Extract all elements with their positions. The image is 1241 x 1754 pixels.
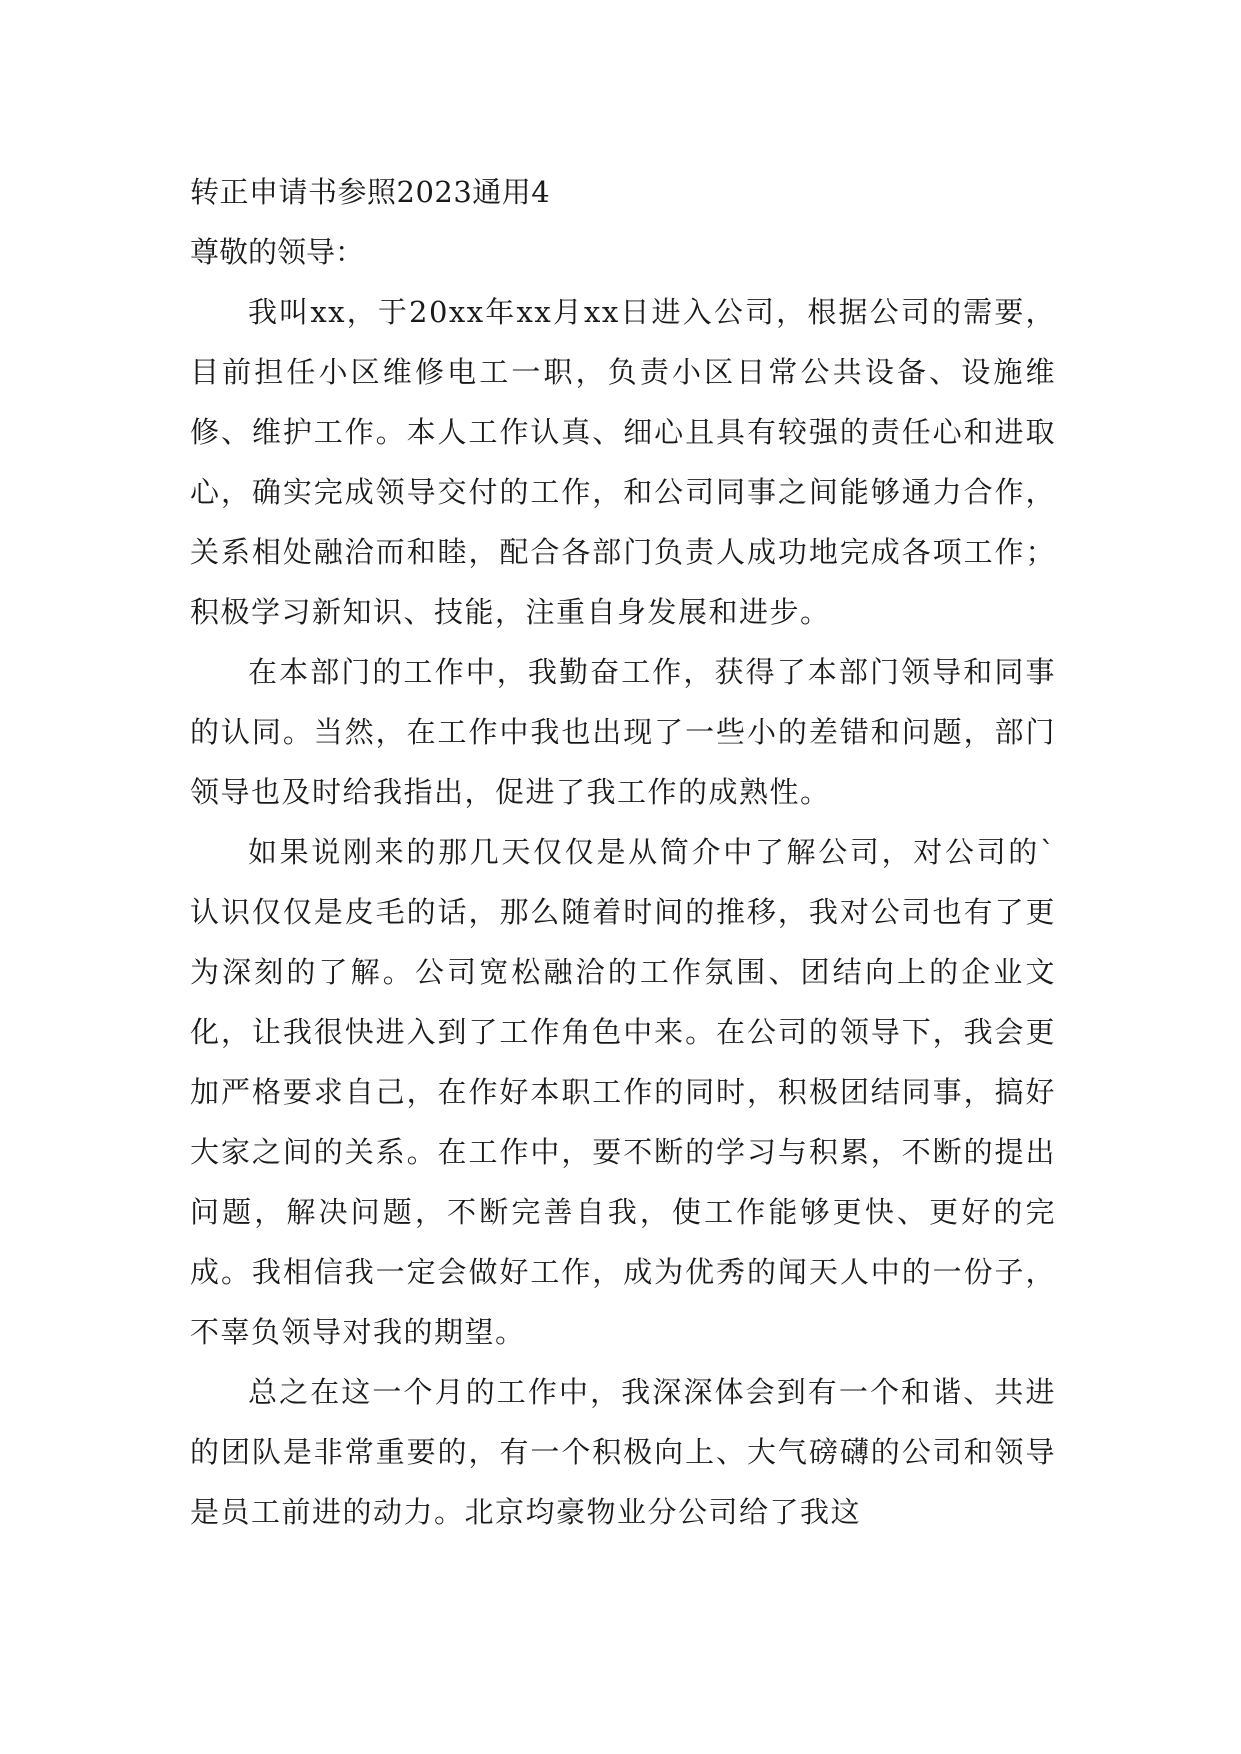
salutation: 尊敬的领导： xyxy=(190,235,365,269)
document-title: 转正申请书参照2023通用4 xyxy=(190,175,551,209)
document-page xyxy=(190,162,1056,1542)
paragraph-3: 如果说刚来的那几天仅仅是从简介中了解公司，对公司的`认识仅仅是皮毛的话，那么随着时间的推移，我对公司也有了更为深刻的了解。公司宽松融洽的工作氛围、团结向上的企业文化，让我很快进入到了工作角色中来。在公司的领导下，我会更加严格要求自己，在作好本职工作的同时，积极团结同事，搞好大家之间的关系。在工作中，要不断的学习与积累，不断的提出问题，解决问题，不断完善自我，使工作能够更快、更好的完成。我相信我一定会做好工作，成为优秀的闻天人中的一份子，不辜负领导对我的期望。 xyxy=(190,835,1056,1349)
paragraph-4: 总之在这一个月的工作中，我深深体会到有一个和谐、共进的团队是非常重要的，有一个积极向上、大气磅礴的公司和领导是员工前进的动力。北京均豪物业分公司给了我这 xyxy=(190,1375,1056,1529)
paragraph-1: 我叫xx，于20xx年xx月xx日进入公司，根据公司的需要，目前担任小区维修电工一职，负责小区日常公共设备、设施维修、维护工作。本人工作认真、细心且具有较强的责任心和进取心，确实完成领导交付的工作，和公司同事之间能够通力合作，关系相处融洽而和睦，配合各部门负责人成功地完成各项工作；积极学习新知识、技能，注重自身发展和进步。 xyxy=(190,295,1056,629)
paragraph-2: 在本部门的工作中，我勤奋工作，获得了本部门领导和同事的认同。当然，在工作中我也出现了一些小的差错和问题，部门领导也及时给我指出，促进了我工作的成熟性。 xyxy=(190,655,1056,809)
